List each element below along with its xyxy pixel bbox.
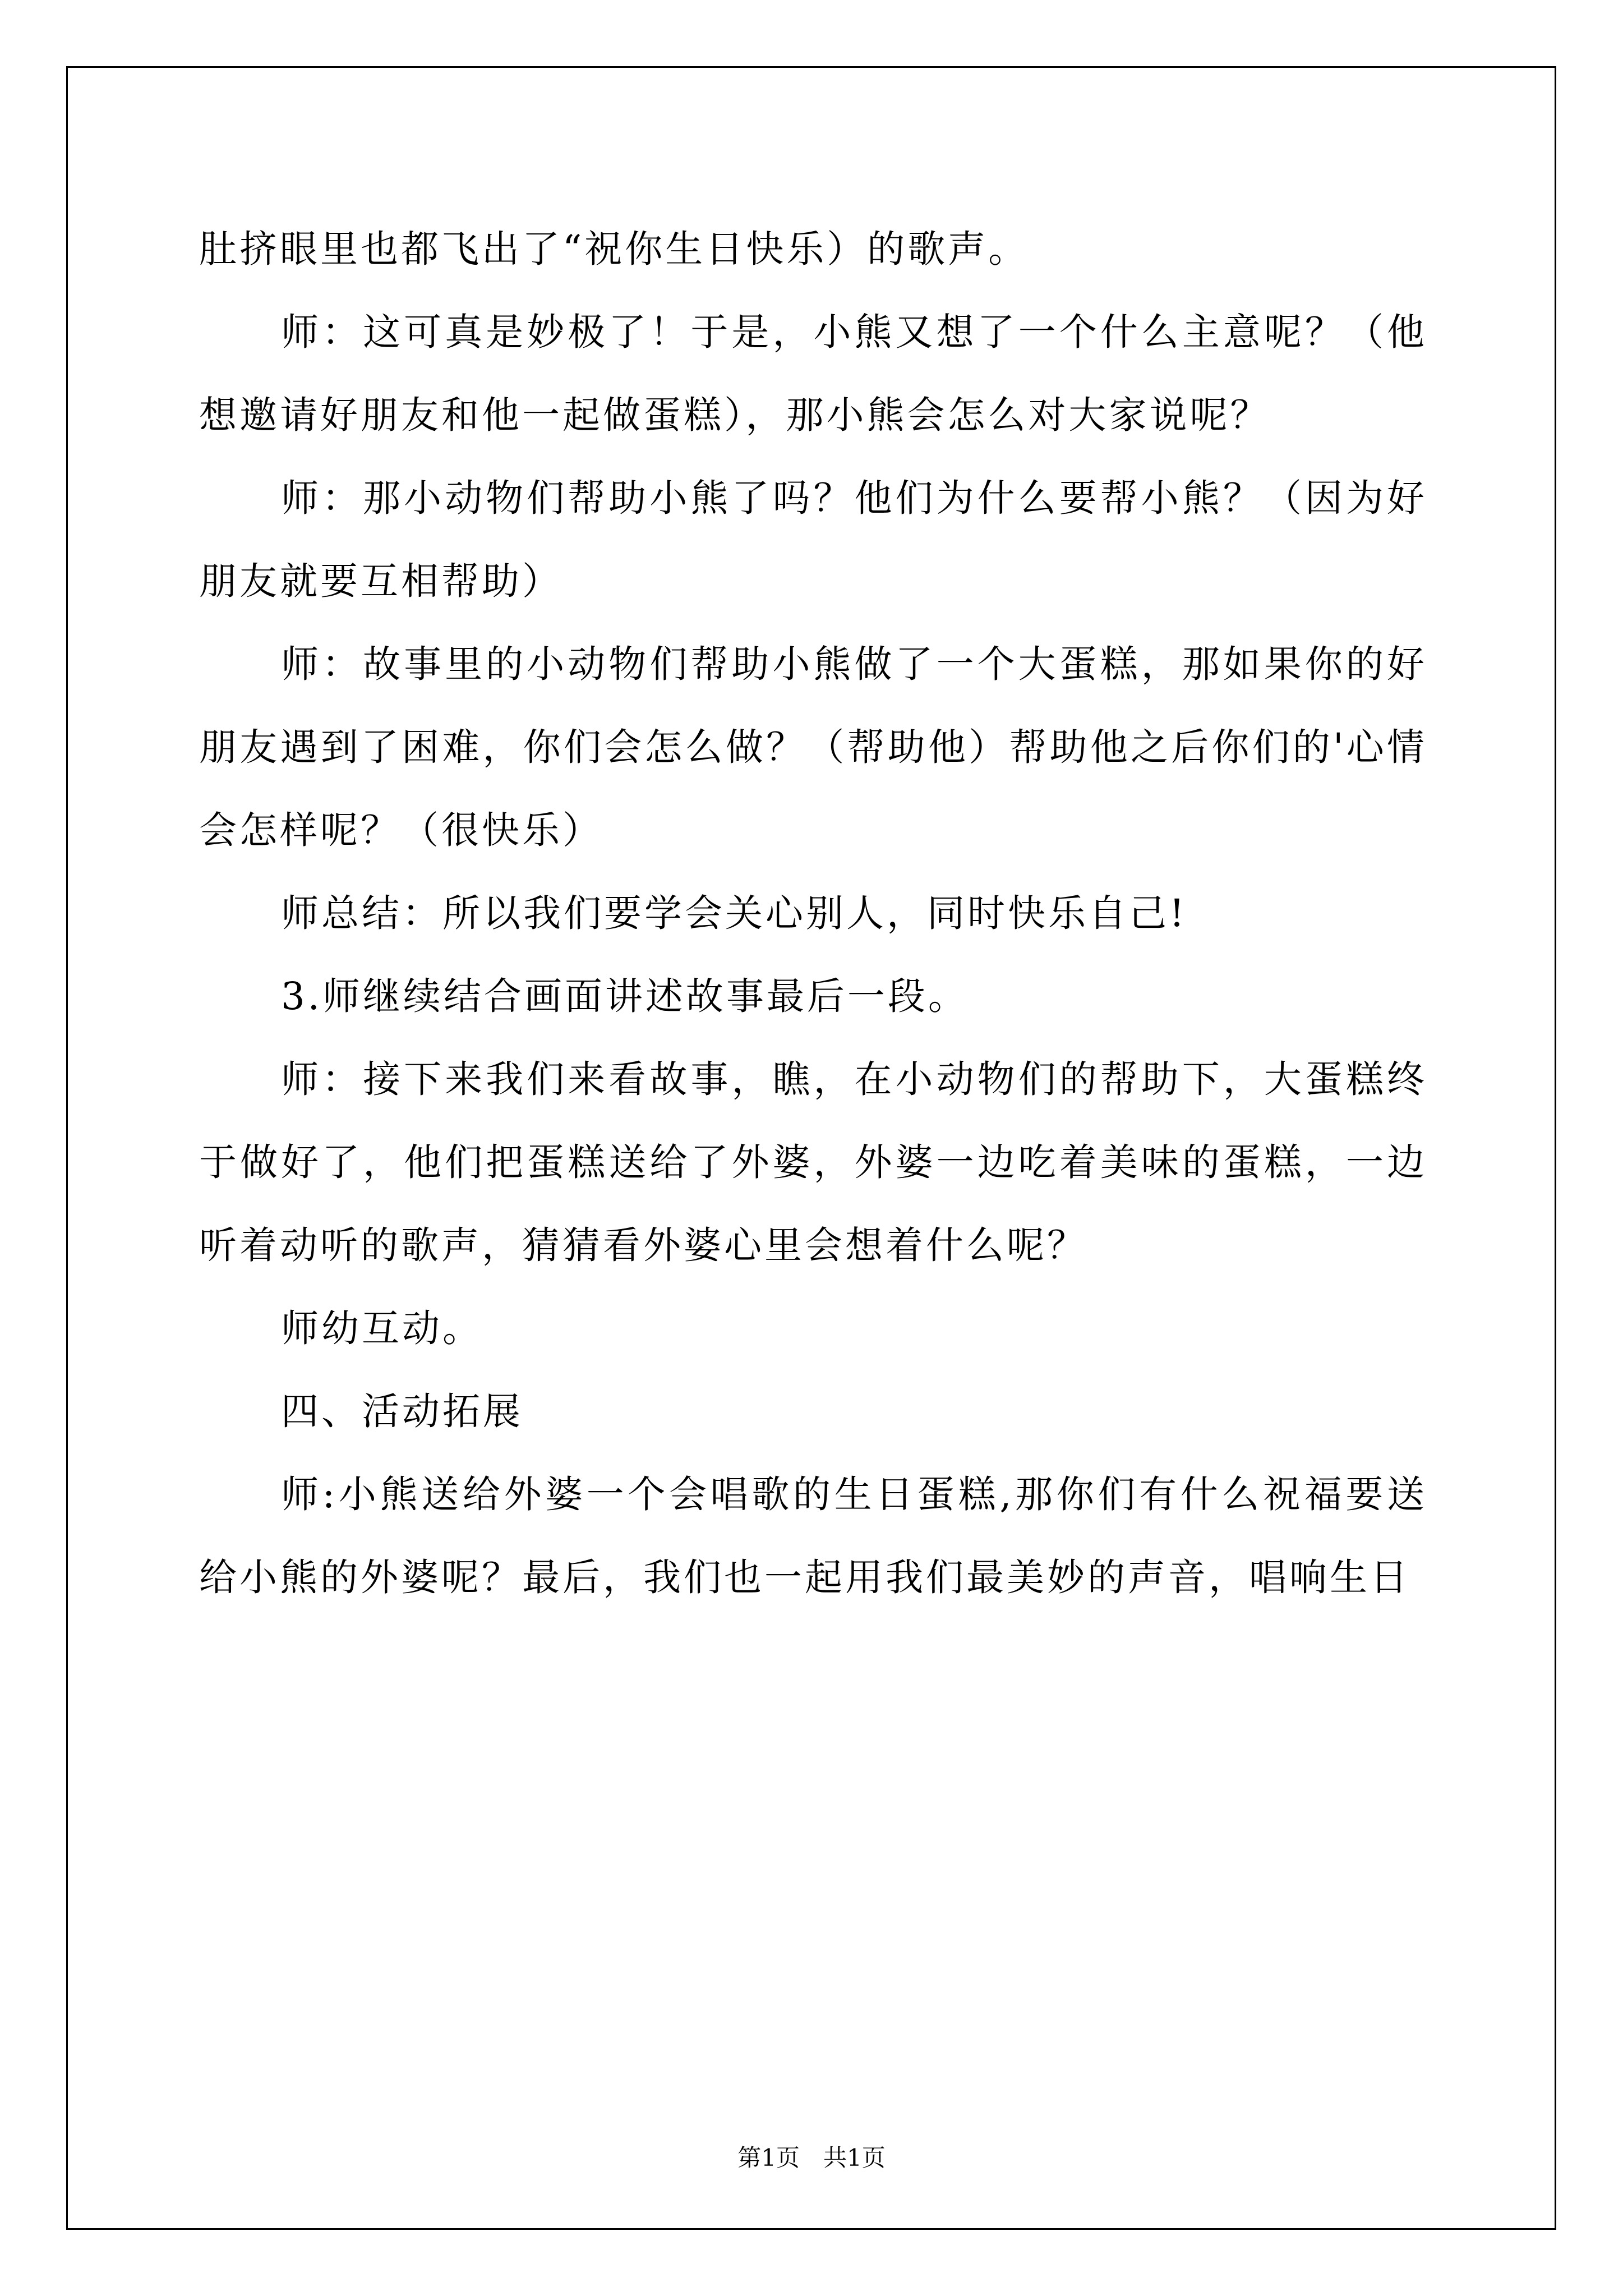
section-heading: 四、活动拓展 [281,1389,523,1433]
paragraph-6: 3.师继续结合画面讲述故事最后一段。 [281,974,969,1018]
paragraph-3: 师：那小动物们帮助小熊了吗？他们为什么要帮小熊？（因为好朋友就要互相帮助） [199,476,1427,603]
paragraph-10: 师:小熊送给外婆一个会唱歌的生日蛋糕,那你们有什么祝福要送给小熊的外婆呢？最后，我们也一起用我们最美妙的声音，唱响生日 [199,1473,1427,1599]
page-footer: 第1页 共1页 [737,2144,886,2171]
paragraph-7: 师：接下来我们来看故事，瞧，在小动物们的帮助下，大蛋糕终于做好了，他们把蛋糕送给了外婆，外婆一边吃着美味的蛋糕，一边听着动听的歌声，猜猜看外婆心里会想着什么呢？ [199,1057,1427,1267]
paragraph-4: 师：故事里的小动物们帮助小熊做了一个大蛋糕，那如果你的好朋友遇到了困难，你们会怎么做？（帮助他）帮助他之后你们的'心情会怎样呢？（很快乐） [199,642,1427,852]
paragraph-5: 师总结：所以我们要学会关心别人，同时快乐自己! [281,891,1187,935]
paragraph-2: 师：这可真是妙极了！于是，小熊又想了一个什么主意呢？（他想邀请好朋友和他一起做蛋糕），那小熊会怎么对大家说呢？ [199,310,1427,437]
paragraph-8: 师幼互动。 [281,1306,483,1350]
paragraph-1: 肚挤眼里也都飞出了“祝你生日快乐）的歌声。 [199,227,1029,271]
document-body [199,208,1427,1619]
